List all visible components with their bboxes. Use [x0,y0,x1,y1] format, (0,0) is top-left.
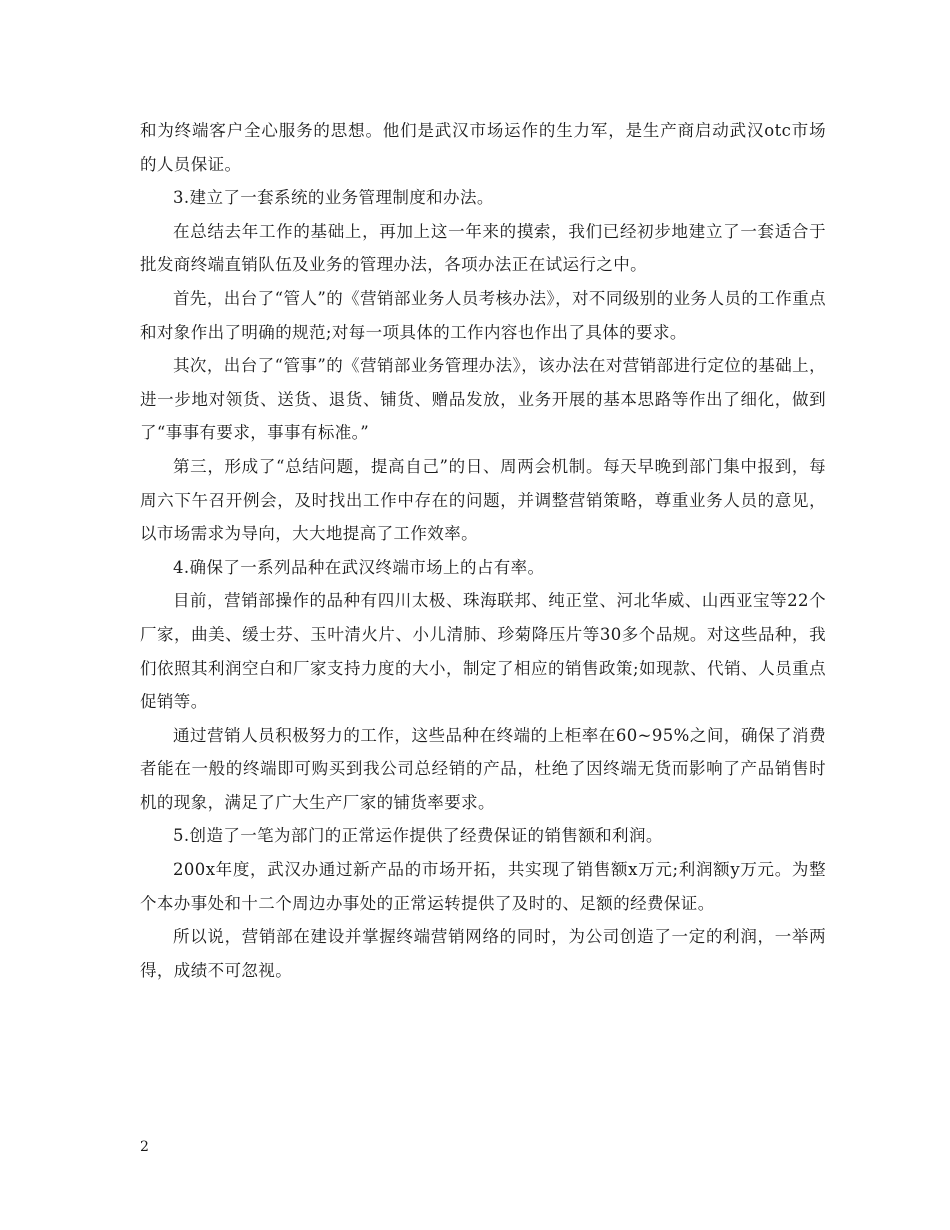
paragraph: 通过营销人员积极努力的工作，这些品种在终端的上柜率在60~95%之间，确保了消费者能在一般的终端即可购买到我公司总经销的产品，杜绝了因终端无货而影响了产品销售时机的现象，满足了广大生产厂家的铺货率要求。 [140,725,826,812]
paragraph: 在总结去年工作的基础上，再加上这一年来的摸索，我们已经初步地建立了一套适合于批发商终端直销队伍及业务的管理办法，各项办法正在试运行之中。 [140,221,826,275]
heading-item-4: 4.确保了一系列品种在武汉终端市场上的占有率。 [173,557,545,577]
page-number: 2 [140,1139,149,1155]
document-body [140,114,826,987]
heading-item-3: 3.建立了一套系统的业务管理制度和办法。 [173,188,494,208]
paragraph: 首先，出台了“管人”的《营销部业务人员考核办法》，对不同级别的业务人员的工作重点和对象作出了明确的规范;对每一项具体的工作内容也作出了具体的要求。 [140,288,826,342]
paragraph: 200x年度，武汉办通过新产品的市场开拓，共实现了销售额x万元;利润额y万元。为整个本办事处和十二个周边办事处的正常运转提供了及时的、足额的经费保证。 [140,860,826,913]
paragraph: 其次，出台了“管事”的《营销部业务管理办法》，该办法在对营销部进行定位的基础上，进一步地对领货、送货、退货、铺货、赠品发放，业务开展的基本思路等作出了细化，做到了“事事有要求，事事有标准。” [140,356,826,443]
paragraph: 目前，营销部操作的品种有四川太极、珠海联邦、纯正堂、河北华威、山西亚宝等22个厂家，曲美、缓士芬、玉叶清火片、小儿清肺、珍菊降压片等30多个品规。对这些品种，我们依照其利润空白和厂家支持力度的大小，制定了相应的销售政策;如现款、代销、人员重点促销等。 [140,591,826,712]
paragraph-continuation: 和为终端客户全心服务的思想。他们是武汉市场运作的生力军，是生产商启动武汉otc市场的人员保证。 [140,121,826,174]
heading-item-5: 5.创造了一笔为部门的正常运作提供了经费保证的销售额和利润。 [173,826,663,846]
paragraph: 所以说，营销部在建设并掌握终端营销网络的同时，为公司创造了一定的利润，一举两得，成绩不可忽视。 [140,927,826,980]
paragraph: 第三，形成了“总结问题，提高自己”的日、周两会机制。每天早晚到部门集中报到，每周六下午召开例会，及时找出工作中存在的问题，并调整营销策略，尊重业务人员的意见，以市场需求为导向，大大地提高了工作效率。 [140,456,826,544]
